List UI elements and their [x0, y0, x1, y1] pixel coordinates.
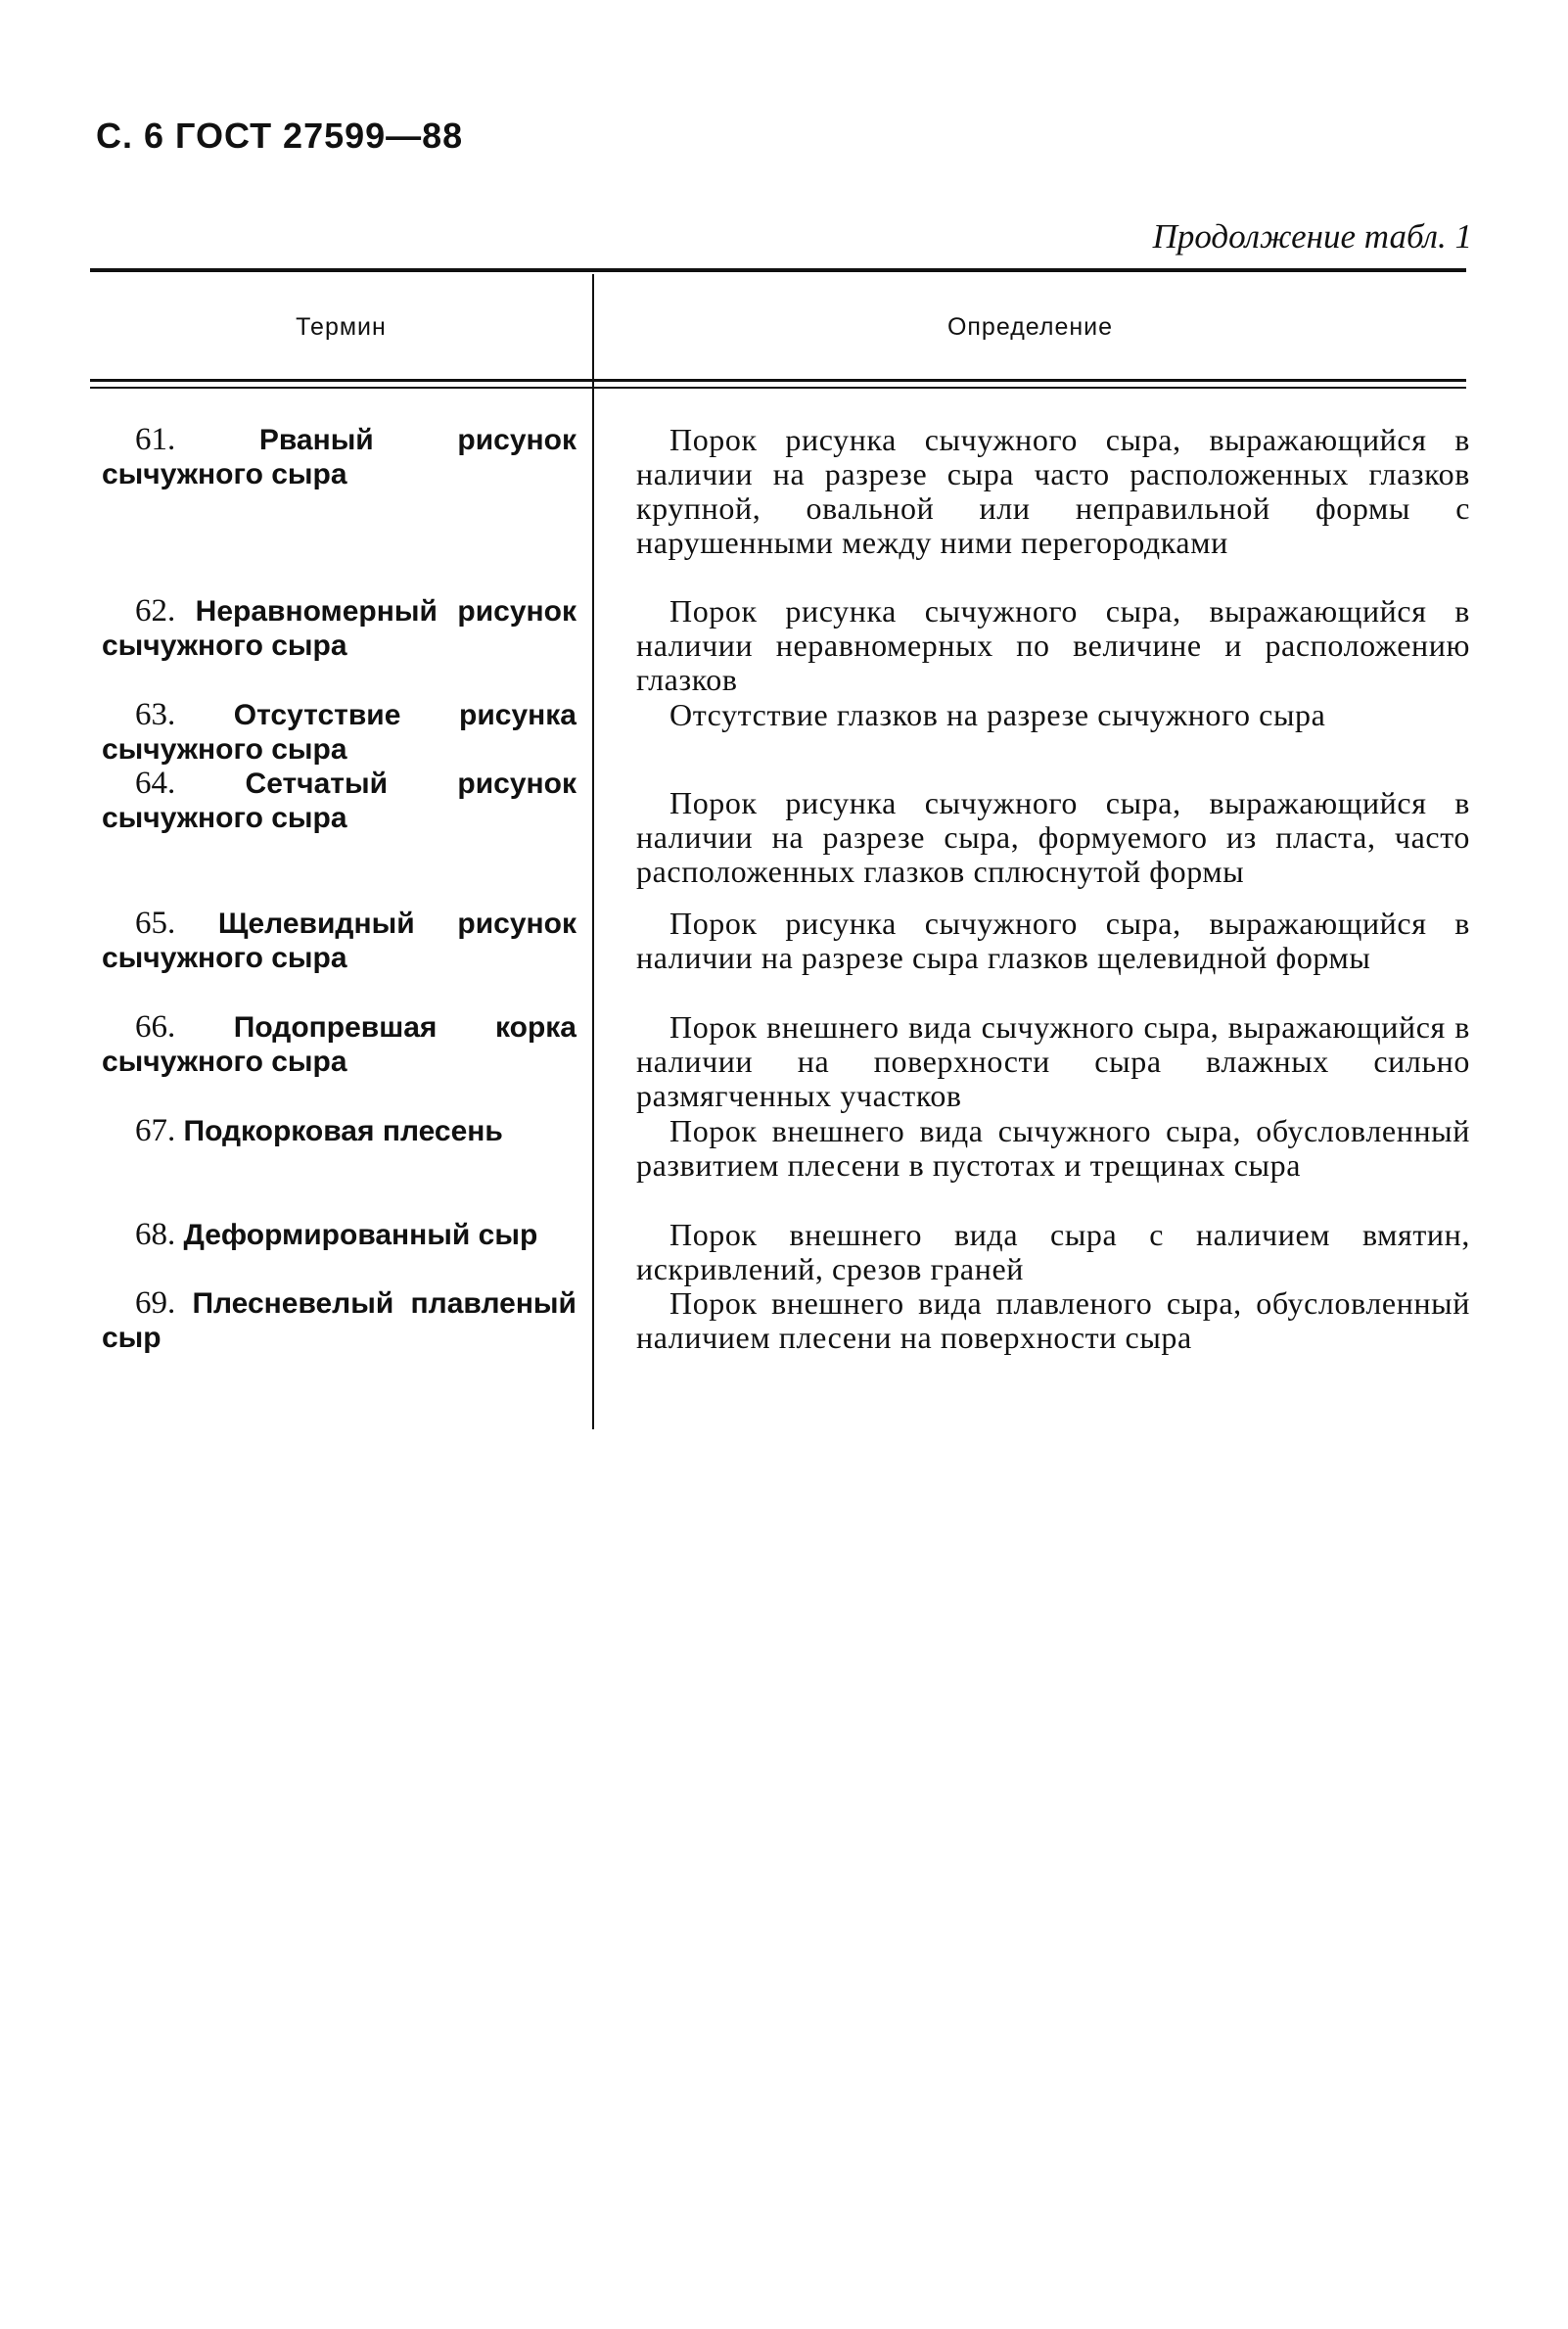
term-cell	[102, 698, 576, 767]
term-cell	[102, 907, 576, 975]
definition-cell: Порок внешнего вида сыра с наличием вмятин, искривлений, срезов граней	[636, 1217, 1470, 1286]
term-cell	[102, 423, 576, 491]
term-name: Подопревшая корка сычужного сыра	[102, 1011, 576, 1078]
term-number: 65.	[135, 906, 176, 941]
definition-cell: Порок внешнего вида плавленого сыра, обусловленный наличием плесени на поверхности сыра	[636, 1285, 1470, 1355]
column-divider	[592, 274, 594, 1429]
definition-cell: Порок рисунка сычужного сыра, выражающийся в наличии на разрезе сыра, формуемого из пласта, часто расположенных глазков сплюснутой формы	[636, 785, 1470, 889]
page-header: С. 6 ГОСТ 27599—88	[96, 116, 464, 156]
term-number: 69.	[135, 1285, 176, 1321]
term-number: 68.	[135, 1217, 176, 1252]
term-number: 62.	[135, 593, 176, 629]
definition-cell: Отсутствие глазков на разрезе сычужного сыра	[669, 697, 1326, 732]
definition-cell: Порок внешнего вида сычужного сыра, обусловленный развитием плесени в пустотах и трещинах сыра	[636, 1113, 1470, 1183]
term-name: Рваный рисунок сычужного сыра	[102, 424, 577, 490]
table-top-rule	[90, 268, 1466, 272]
definition-cell: Порок внешнего вида сычужного сыра, выражающийся в наличии на поверхности сыра влажных сильно размягченных участков	[636, 1009, 1470, 1113]
header-double-rule-lower	[90, 387, 1466, 389]
header-double-rule-upper	[90, 379, 1466, 382]
term-name: Щелевидный рисунок сычужного сыра	[102, 908, 576, 974]
term-name: Неравномерный рисунок сычужного сыра	[102, 595, 577, 662]
definition-cell: Порок рисунка сычужного сыра, выражающийся в наличии на разрезе сыра глазков щелевидной формы	[636, 906, 1470, 975]
term-cell	[102, 594, 576, 663]
column-header-term: Термин	[296, 313, 387, 341]
definition-cell: Порок рисунка сычужного сыра, выражающийся в наличии на разрезе сыра часто расположенных глазков крупной, овальной или неправильной формы с нарушенными между ними перегородками	[636, 422, 1470, 560]
term-number: 63.	[135, 697, 176, 732]
term-number: 64.	[135, 766, 176, 801]
term-cell	[102, 767, 576, 835]
term-cell	[102, 1114, 576, 1148]
table-continuation-label: Продолжение табл. 1	[1152, 217, 1472, 256]
term-name: Деформированный сыр	[183, 1219, 538, 1251]
definition-cell: Порок рисунка сычужного сыра, выражающийся в наличии неравномерных по величине и расположению глазков	[636, 593, 1470, 697]
term-name: Отсутствие рисунка сычужного сыра	[102, 699, 576, 766]
term-name: Сетчатый рисунок сычужного сыра	[102, 768, 576, 834]
term-number: 61.	[135, 422, 176, 457]
term-cell	[102, 1286, 576, 1355]
term-number: 67.	[135, 1113, 176, 1148]
term-name: Подкорковая плесень	[183, 1115, 503, 1147]
term-cell	[102, 1010, 576, 1079]
term-number: 66.	[135, 1009, 176, 1045]
column-header-definition: Определение	[946, 313, 1114, 341]
term-name: Плесневелый плавленый сыр	[102, 1287, 576, 1354]
term-cell	[102, 1218, 576, 1252]
